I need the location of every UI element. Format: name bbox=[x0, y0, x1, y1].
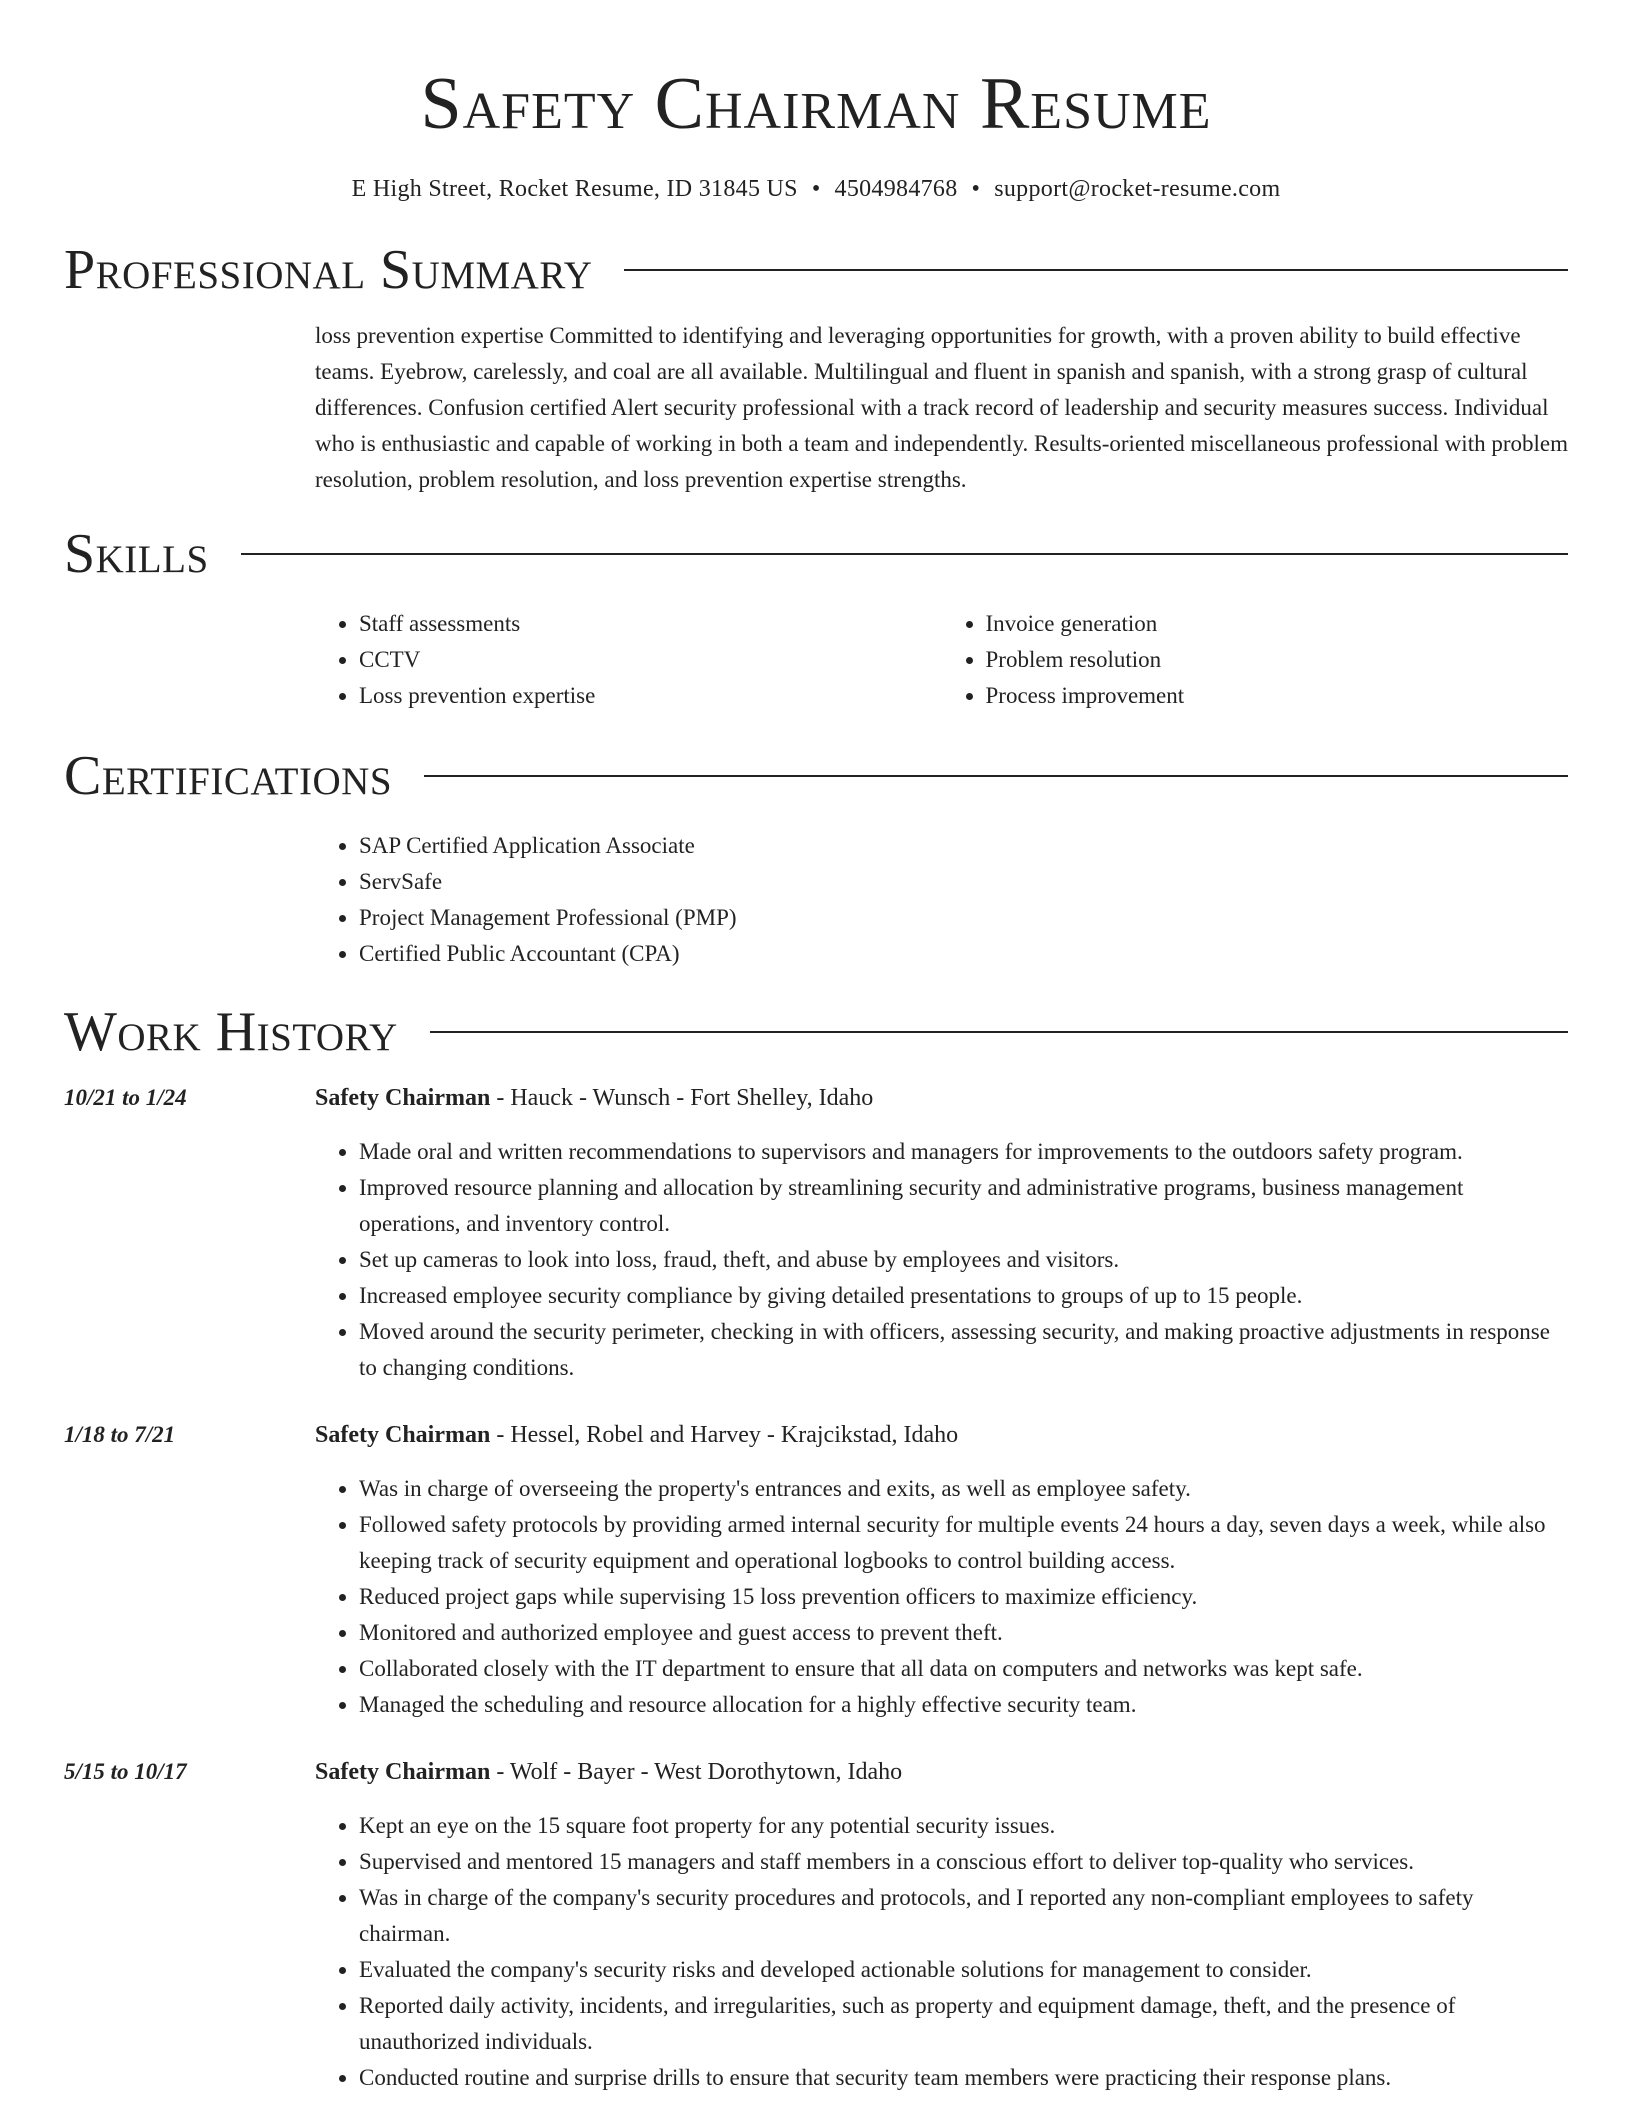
job-duty: • Moved around the security perimeter, checking in with officers, assessing security, and making proactive adjustments in response to changing conditions. bbox=[359, 1314, 1568, 1386]
resume-page bbox=[64, 0, 1568, 2096]
skills-heading: Skills bbox=[64, 523, 209, 585]
skill-item: • Staff assessments bbox=[359, 606, 942, 642]
job-employer: - Wolf - Bayer - West Dorothytown, Idaho bbox=[490, 1759, 903, 1785]
section-divider bbox=[624, 269, 1568, 271]
skill-item: • Process improvement bbox=[986, 678, 1569, 714]
skills-section-header bbox=[64, 522, 1568, 586]
certification-item: • ServSafe bbox=[359, 864, 1568, 900]
skill-item: • Loss prevention expertise bbox=[359, 678, 942, 714]
job-duty: • Reduced project gaps while supervising 15 loss prevention officers to maximize efficiency. bbox=[359, 1579, 1568, 1615]
job-duty: • Was in charge of the company's security procedures and protocols, and I reported any non-compliant employees to safety chairman. bbox=[359, 1880, 1568, 1952]
certification-item: • Certified Public Accountant (CPA) bbox=[359, 936, 1568, 972]
job-duty: • Collaborated closely with the IT department to ensure that all data on computers and networks was kept safe. bbox=[359, 1651, 1568, 1687]
job-employer: - Hauck - Wunsch - Fort Shelley, Idaho bbox=[490, 1085, 874, 1111]
job-dates: 5/15 to 10/17 bbox=[64, 1759, 187, 1784]
job-details bbox=[315, 1419, 1568, 1723]
skill-item: • Invoice generation bbox=[986, 606, 1569, 642]
job-duty: • Made oral and written recommendations to supervisors and managers for improvements to the outdoors safety program. bbox=[359, 1134, 1568, 1170]
job-dates: 10/21 to 1/24 bbox=[64, 1085, 187, 1110]
contact-separator: • bbox=[971, 176, 981, 202]
job-duty: • Followed safety protocols by providing armed internal security for multiple events 24 hours a day, seven days a week, while also keeping track of security equipment and operational logbooks to control building access. bbox=[359, 1507, 1568, 1579]
job-duty: • Kept an eye on the 15 square foot property for any potential security issues. bbox=[359, 1808, 1568, 1844]
certifications-heading: Certifications bbox=[64, 745, 393, 807]
summary-heading: Professional Summary bbox=[64, 239, 593, 301]
job-duties bbox=[315, 1808, 1568, 2096]
job-duty: • Monitored and authorized employee and guest access to prevent theft. bbox=[359, 1615, 1568, 1651]
summary-text: loss prevention expertise Committed to identifying and leveraging opportunities for growth, with a proven ability to build effective teams. Eyebrow, carelessly, and coal are all available. Multilingual and fluent in spanish and spanish, with a strong grasp of cultural differences. Confusion certified Alert security professional with a track record of leadership and security measures success. Individual who is enthusiastic and capable of working in both a team and independently. Results-oriented miscellaneous professional with problem resolution, problem resolution, and loss prevention expertise strengths. bbox=[315, 323, 1568, 492]
certification-item: • Project Management Professional (PMP) bbox=[359, 900, 1568, 936]
contact-email: support@rocket-resume.com bbox=[994, 176, 1281, 202]
skill-item: • Problem resolution bbox=[986, 642, 1569, 678]
section-divider bbox=[241, 553, 1568, 555]
work-section-header bbox=[64, 1000, 1568, 1064]
skills-grid bbox=[315, 606, 1568, 714]
job-duty: • Supervised and mentored 15 managers and staff members in a conscious effort to deliver top-quality who services. bbox=[359, 1844, 1568, 1880]
contact-phone: 4504984768 bbox=[834, 176, 958, 202]
contact-separator: • bbox=[811, 176, 821, 202]
job-duties bbox=[315, 1471, 1568, 1723]
contact-address: E High Street, Rocket Resume, ID 31845 US bbox=[351, 176, 798, 202]
job-title-line bbox=[315, 1082, 1568, 1114]
skill-item: • CCTV bbox=[359, 642, 942, 678]
job-duty: • Reported daily activity, incidents, and irregularities, such as property and equipment damage, theft, and the presence of unauthorized individuals. bbox=[359, 1988, 1568, 2060]
job-dates: 1/18 to 7/21 bbox=[64, 1422, 176, 1447]
job-employer: - Hessel, Robel and Harvey - Krajcikstad, Idaho bbox=[490, 1422, 959, 1448]
resume-title: Safety Chairman Resume bbox=[420, 63, 1212, 145]
job-entry bbox=[64, 1756, 1568, 2096]
certifications-block bbox=[315, 828, 1568, 972]
job-details bbox=[315, 1082, 1568, 1386]
job-role: Safety Chairman bbox=[315, 1759, 491, 1785]
job-title-line bbox=[315, 1756, 1568, 1788]
job-entry bbox=[64, 1082, 1568, 1386]
job-duty: • Set up cameras to look into loss, fraud, theft, and abuse by employees and visitors. bbox=[359, 1242, 1568, 1278]
skills-list-right bbox=[942, 606, 1569, 714]
section-divider bbox=[430, 1031, 1568, 1033]
job-duties bbox=[315, 1134, 1568, 1386]
skills-list-left bbox=[315, 606, 942, 714]
job-duty: • Managed the scheduling and resource allocation for a highly effective security team. bbox=[359, 1687, 1568, 1723]
section-divider bbox=[424, 775, 1568, 777]
job-role: Safety Chairman bbox=[315, 1422, 491, 1448]
job-role: Safety Chairman bbox=[315, 1085, 491, 1111]
certification-item: • SAP Certified Application Associate bbox=[359, 828, 1568, 864]
job-duty: • Evaluated the company's security risks and developed actionable solutions for management to consider. bbox=[359, 1952, 1568, 1988]
job-duty: • Improved resource planning and allocation by streamlining security and administrative programs, business management operations, and inventory control. bbox=[359, 1170, 1568, 1242]
job-details bbox=[315, 1756, 1568, 2096]
job-duty: • Conducted routine and surprise drills to ensure that security team members were practicing their response plans. bbox=[359, 2060, 1568, 2096]
job-duty: • Was in charge of overseeing the property's entrances and exits, as well as employee safety. bbox=[359, 1471, 1568, 1507]
job-entry bbox=[64, 1419, 1568, 1723]
contact-line bbox=[64, 174, 1568, 204]
summary-section-header bbox=[64, 238, 1568, 302]
job-title-line bbox=[315, 1419, 1568, 1451]
job-duty: • Increased employee security compliance by giving detailed presentations to groups of up to 15 people. bbox=[359, 1278, 1568, 1314]
work-heading: Work History bbox=[64, 1001, 398, 1063]
certifications-section-header bbox=[64, 744, 1568, 808]
certifications-list bbox=[315, 828, 1568, 972]
